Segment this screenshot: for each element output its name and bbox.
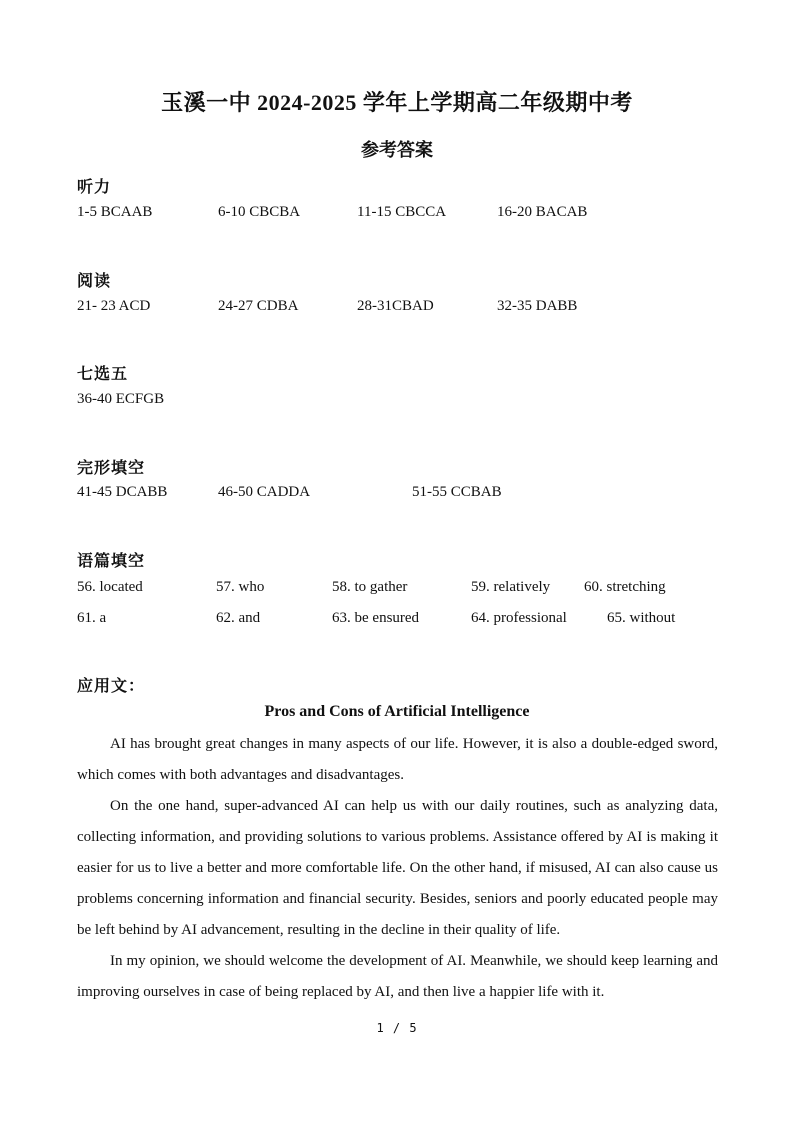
- listening-answers-row: [0, 204, 794, 224]
- answer-group: 21- 23 ACD: [77, 298, 151, 314]
- answer-group: 1-5 BCAAB: [77, 204, 153, 220]
- answer-item: 57. who: [216, 579, 265, 595]
- answer-item: 58. to gather: [332, 579, 408, 595]
- gap-filling-answers-row-1: [0, 579, 794, 599]
- answer-group: 11-15 CBCCA: [357, 204, 447, 220]
- answer-group: 36-40 ECFGB: [77, 391, 165, 407]
- answer-item: 60. stretching: [584, 579, 666, 595]
- answer-item: 59. relatively: [471, 579, 551, 595]
- answer-group: 32-35 DABB: [497, 298, 578, 314]
- answer-group: 16-20 BACAB: [497, 204, 588, 220]
- gap-filling-answers-row-2: [0, 610, 794, 630]
- seven-choose-five-answers-row: [0, 391, 794, 411]
- answer-group: 51-55 CCBAB: [412, 484, 502, 500]
- answer-group: 28-31CBAD: [357, 298, 434, 314]
- answer-group: 46-50 CADDA: [218, 484, 311, 500]
- section-label-gap-filling: 语篇填空: [77, 551, 146, 570]
- section-label-reading: 阅读: [77, 271, 112, 290]
- answer-item: 64. professional: [471, 610, 567, 626]
- answer-item: 61. a: [77, 610, 107, 626]
- answer-group: 41-45 DCABB: [77, 484, 168, 500]
- page-number-indicator: 1 / 5: [376, 1021, 418, 1035]
- section-label-cloze: 完形填空: [77, 458, 146, 477]
- answer-group: 24-27 CDBA: [218, 298, 299, 314]
- reading-answers-row: [0, 298, 794, 318]
- section-label-listening: 听力: [77, 177, 112, 196]
- essay-paragraph: On the one hand, super-advanced AI can help us with our daily routines, such as analyzing data, collecting information, and providing solutions to various problems. Assistance offered by AI is making it easier for us to live a better and more comfortable life. On the other hand, if misused, AI can also cause us problems concerning information and financial security. Besides, seniors and poorly educated people may be left behind by AI advancement, resulting in the decline in their quality of life.: [77, 798, 718, 938]
- essay-paragraph: AI has brought great changes in many aspects of our life. However, it is also a double-edged sword, which comes with both advantages and disadvantages.: [77, 736, 718, 783]
- answer-item: 56. located: [77, 579, 143, 595]
- answer-group: 6-10 CBCBA: [218, 204, 301, 220]
- essay-body: [77, 729, 718, 1008]
- answer-item: 65. without: [607, 610, 676, 626]
- answer-item: 63. be ensured: [332, 610, 420, 626]
- document-title: 玉溪一中 2024-2025 学年上学期高二年级期中考: [161, 90, 633, 115]
- document-subtitle: 参考答案: [361, 140, 433, 160]
- essay-paragraph: In my opinion, we should welcome the development of AI. Meanwhile, we should keep learning and improving ourselves in case of being replaced by AI, and then live a happier life with it.: [77, 953, 718, 1000]
- answer-item: 62. and: [216, 610, 261, 626]
- essay-title: Pros and Cons of Artificial Intelligence: [264, 703, 530, 720]
- cloze-answers-row: [0, 484, 794, 504]
- section-label-writing: 应用文：: [77, 676, 146, 695]
- section-label-seven-choose-five: 七选五: [77, 364, 129, 383]
